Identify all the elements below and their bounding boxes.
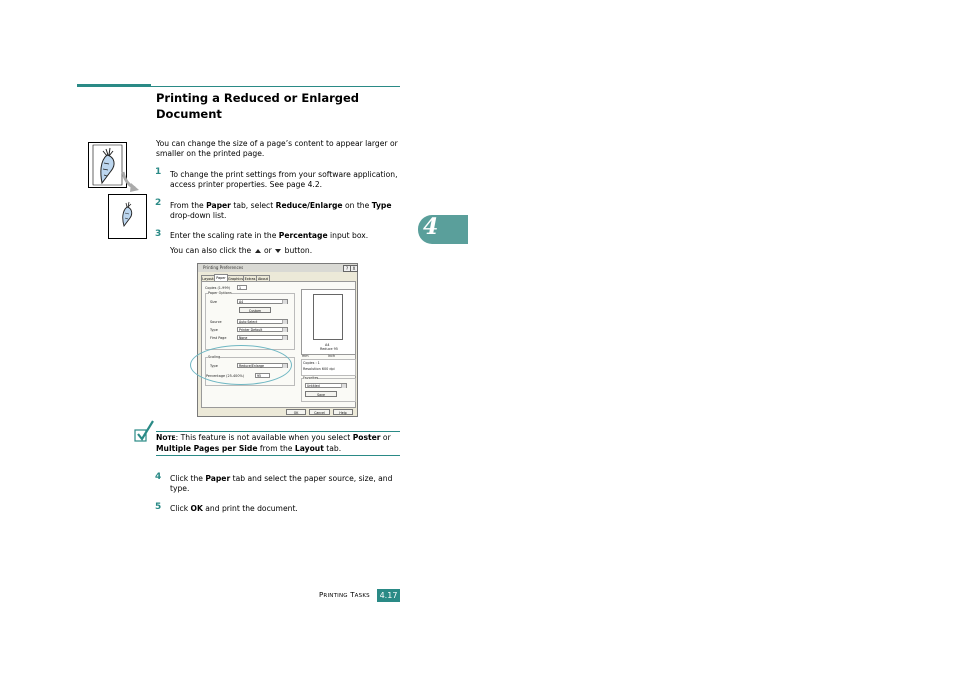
ok-button[interactable]: OK [286,409,306,415]
note-part: Layout [294,444,324,454]
scaling-highlight-ellipse [190,345,292,385]
copies-label: Copies (1-999) [205,286,230,290]
first-page-select[interactable]: None [237,335,288,340]
source-label: Source [210,320,222,324]
favorites-group [301,378,356,402]
note-part: or [380,433,391,442]
footer-section-label: PRINTING TASKS [319,591,370,599]
note-rule-top [156,431,400,432]
step-4-text [170,474,402,495]
checkmark-note-icon [132,419,156,443]
footer-page-number: 4.17 [377,589,400,602]
step-1-number: 1 [155,167,162,177]
type-label: Type [210,328,218,332]
step-3-part: input box. [327,231,369,240]
custom-button[interactable]: Custom [239,307,271,313]
up-arrow-icon [254,248,262,254]
help-button[interactable]: Help [333,409,353,415]
dialog-panel [201,281,356,408]
note-rule-bottom [156,455,400,456]
first-page-label: First Page [210,336,227,340]
chapter-number: 4 [423,214,439,240]
note-part: from the [257,444,295,454]
reduced-page-illustration [108,194,147,239]
step-2-part: drop-down list. [170,211,227,221]
paper-preview [301,289,356,355]
copies-info: Copies : 1 [303,361,320,365]
step-2-part: Paper [206,201,231,210]
percentage-input[interactable]: 95 [255,373,270,378]
dialog-title: Printing Preferences [203,265,244,270]
note-part: : This feature is not available when you select [175,433,353,442]
scaling-type-select[interactable]: Reduce/Enlarge [237,363,288,368]
step-1-text [170,170,402,191]
intro-paragraph: You can change the size of a page’s content to appear larger or smaller on the printed page. [156,139,398,159]
size-select[interactable]: A4 [237,299,288,304]
step-2-part: tab, select [230,201,276,210]
unit-mm-radio[interactable]: mm [302,354,309,358]
header-rule-thick [77,84,151,87]
step-3-extra [170,246,402,256]
step-5-part: OK [190,504,203,513]
preview-page [313,294,343,340]
dialog-help-title-button[interactable]: ? [343,265,351,272]
printing-preferences-dialog [197,263,358,417]
tab-paper[interactable]: Paper [214,274,228,282]
step-3-part: Percentage [278,231,328,240]
note-text [156,433,402,455]
note-part: Multiple Pages per Side [156,444,258,454]
dialog-titlebar [198,264,357,272]
step-1-part: To change the print settings from your software application, access printer properties. See page 4.2. [170,170,398,190]
step-2-part: Type [371,201,392,210]
step-4-part: tab and select the paper source, size, and type. [170,474,393,494]
step-2-number: 2 [155,198,162,208]
cancel-button[interactable]: Cancel [309,409,330,415]
tab-extras[interactable]: Extras [244,277,256,281]
step-2-part: From the [170,201,207,210]
type-select[interactable]: Printer Default [237,327,288,332]
step-5-part: Click [170,504,191,513]
source-select[interactable]: Auto Select [237,319,288,324]
note-part: tab. [323,444,342,454]
preview-caption-size: A4 [325,343,330,347]
step-4-part: Click the [170,474,206,483]
dialog-close-button[interactable]: X [350,265,358,272]
favorites-label: Favorites [303,376,319,380]
note-body [156,433,391,453]
step-2-part: on the [342,201,372,210]
carrot-small-icon [109,195,146,238]
down-arrow-icon [274,248,282,254]
preview-caption-scale: Reduce 95 [320,347,338,351]
step-5-number: 5 [155,502,162,512]
resolution-info: Resolution 600 dpi [303,367,335,371]
step-3-extra-or: or [264,246,272,255]
tab-about[interactable]: About [257,277,269,281]
step-2-part: Reduce/Enlarge [275,201,343,210]
step-5-text [170,504,402,514]
tab-layout[interactable]: Layout [202,277,214,281]
step-3-part: Enter the scaling rate in the [170,231,279,240]
scaling-type-label: Type [210,364,218,368]
step-4-part: Paper [205,474,231,483]
note-part: Poster [352,433,381,442]
note-label: NOTE [156,433,176,442]
step-3-extra-after: button. [284,246,313,255]
tab-graphics[interactable]: Graphics [228,277,243,281]
curved-arrow-icon [120,170,142,196]
percentage-label: Percentage (25-400%) [206,374,245,378]
favorites-select[interactable]: Untitled [305,383,347,388]
paper-options-label: Paper Options [208,291,232,295]
step-3-text [170,231,402,241]
step-5-part: and print the document. [202,504,298,513]
copies-input[interactable]: 1 [237,285,247,290]
section-title: Printing a Reduced or Enlarged Document [156,91,360,121]
step-3-number: 3 [155,229,162,239]
step-3-extra-before: You can also click the [170,246,252,255]
header-rule-thin [151,86,400,87]
size-label: Size [210,300,217,304]
unit-inch-radio[interactable]: inch [328,354,336,358]
step-2-text [170,201,402,222]
scaling-label: Scaling [208,355,221,359]
save-button[interactable]: Save [305,391,337,397]
step-4-number: 4 [155,472,162,482]
